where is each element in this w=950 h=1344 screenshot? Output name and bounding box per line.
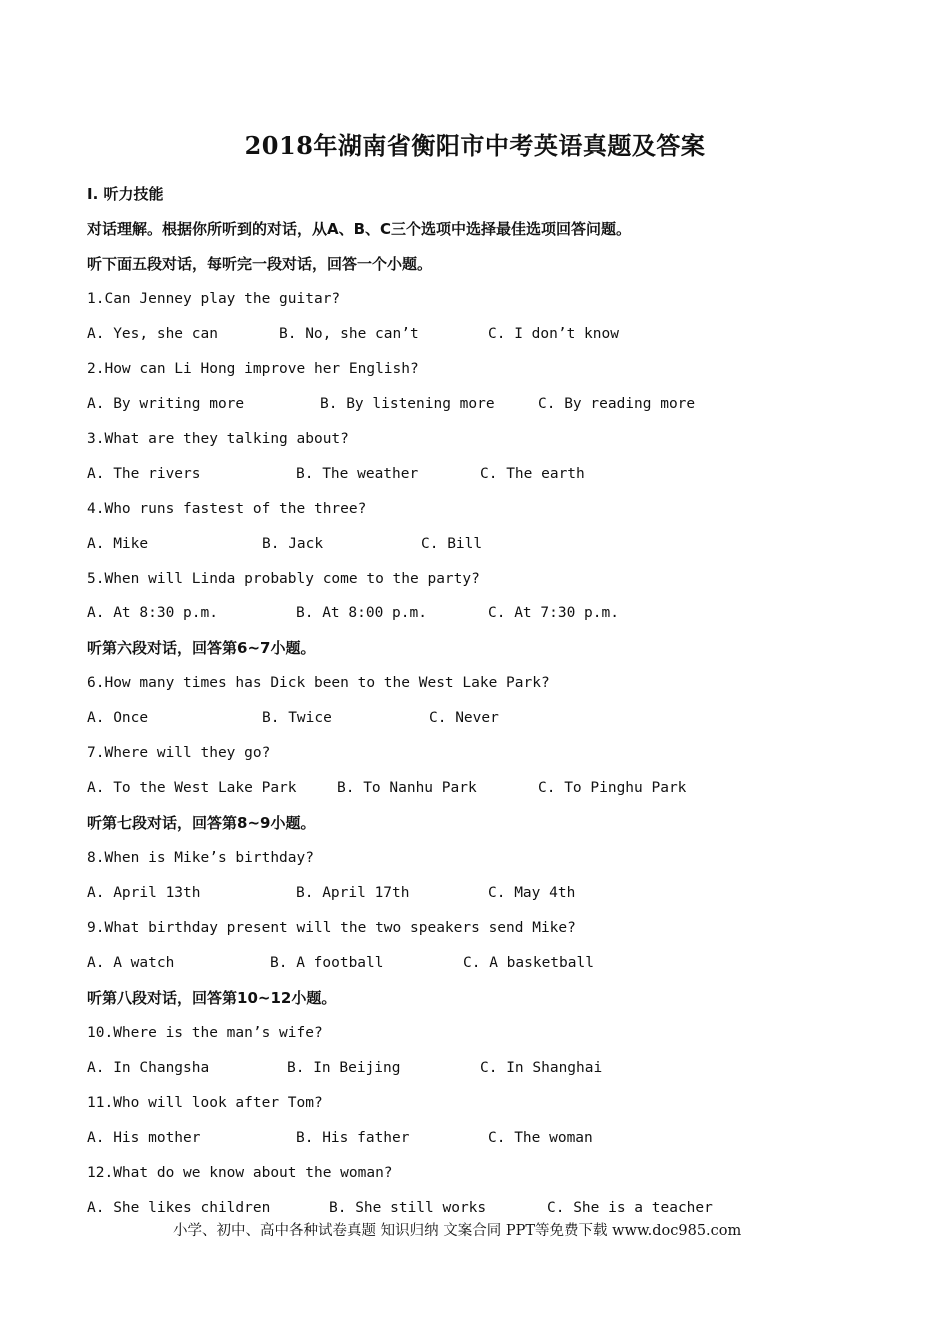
page-footer: 小学、初中、高中各种试卷真题 知识归纳 文案合同 PPT等免费下载 www.doc985.com <box>173 1223 742 1239</box>
q9-option-b: B. A football <box>270 955 384 971</box>
q10-option-c: C. In Shanghai <box>480 1060 603 1076</box>
q2-option-b: B. By listening more <box>320 396 495 412</box>
q4-option-a: A. Mike <box>87 536 149 552</box>
q3-option-a: A. The rivers <box>87 466 201 482</box>
q1-option-c: C. I don’t know <box>488 326 619 342</box>
q1-option-a: A. Yes, she can <box>87 326 218 342</box>
question-7: 7.Where will they go? <box>87 745 271 761</box>
q2-option-a: A. By writing more <box>87 396 245 412</box>
q7-option-c: C. To Pinghu Park <box>538 780 687 796</box>
q8-option-c: C. May 4th <box>488 885 576 901</box>
question-11: 11.Who will look after Tom? <box>87 1095 323 1111</box>
instruction-dialogue-8: 听第八段对话，回答第10~12小题。 <box>87 989 337 1007</box>
q7-option-b: B. To Nanhu Park <box>337 780 477 796</box>
q5-option-c: C. At 7:30 p.m. <box>488 605 619 621</box>
q6-option-a: A. Once <box>87 710 149 726</box>
question-1: 1.Can Jenney play the guitar? <box>87 291 341 307</box>
question-10: 10.Where is the man’s wife? <box>87 1025 323 1041</box>
question-3: 3.What are they talking about? <box>87 431 349 447</box>
q2-option-c: C. By reading more <box>538 396 696 412</box>
q11-option-c: C. The woman <box>488 1130 593 1146</box>
q3-option-b: B. The weather <box>296 466 419 482</box>
q7-option-a: A. To the West Lake Park <box>87 780 297 796</box>
question-4: 4.Who runs fastest of the three? <box>87 501 367 517</box>
q9-option-c: C. A basketball <box>463 955 594 971</box>
q6-option-b: B. Twice <box>262 710 332 726</box>
page-title: 2018年湖南省衡阳市中考英语真题及答案 <box>244 131 706 160</box>
question-5: 5.When will Linda probably come to the party? <box>87 571 480 587</box>
q12-option-b: B. She still works <box>329 1200 487 1216</box>
q11-option-a: A. His mother <box>87 1130 201 1146</box>
q8-option-a: A. April 13th <box>87 885 201 901</box>
instruction-dialogue-7: 听第七段对话，回答第8~9小题。 <box>87 814 316 832</box>
question-6: 6.How many times has Dick been to the West Lake Park? <box>87 675 550 691</box>
q9-option-a: A. A watch <box>87 955 175 971</box>
q6-option-c: C. Never <box>429 710 499 726</box>
q1-option-b: B. No, she can’t <box>279 326 419 342</box>
question-9: 9.What birthday present will the two speakers send Mike? <box>87 920 576 936</box>
q11-option-b: B. His father <box>296 1130 410 1146</box>
q8-option-b: B. April 17th <box>296 885 410 901</box>
question-8: 8.When is Mike’s birthday? <box>87 850 314 866</box>
q3-option-c: C. The earth <box>480 466 585 482</box>
q4-option-c: C. Bill <box>421 536 483 552</box>
instruction-five-dialogues: 听下面五段对话，每听完一段对话，回答一个小题。 <box>87 255 433 273</box>
question-2: 2.How can Li Hong improve her English? <box>87 361 419 377</box>
q10-option-a: A. In Changsha <box>87 1060 210 1076</box>
q4-option-b: B. Jack <box>262 536 324 552</box>
q5-option-b: B. At 8:00 p.m. <box>296 605 427 621</box>
question-12: 12.What do we know about the woman? <box>87 1165 393 1181</box>
q10-option-b: B. In Beijing <box>287 1060 401 1076</box>
instruction-dialogue: 对话理解。根据你所听到的对话，从A、B、C三个选项中选择最佳选项回答问题。 <box>87 220 632 238</box>
q12-option-a: A. She likes children <box>87 1200 271 1216</box>
section-heading: Ⅰ. 听力技能 <box>87 185 164 203</box>
instruction-dialogue-6: 听第六段对话，回答第6~7小题。 <box>87 639 316 657</box>
q12-option-c: C. She is a teacher <box>547 1200 713 1216</box>
q5-option-a: A. At 8:30 p.m. <box>87 605 218 621</box>
